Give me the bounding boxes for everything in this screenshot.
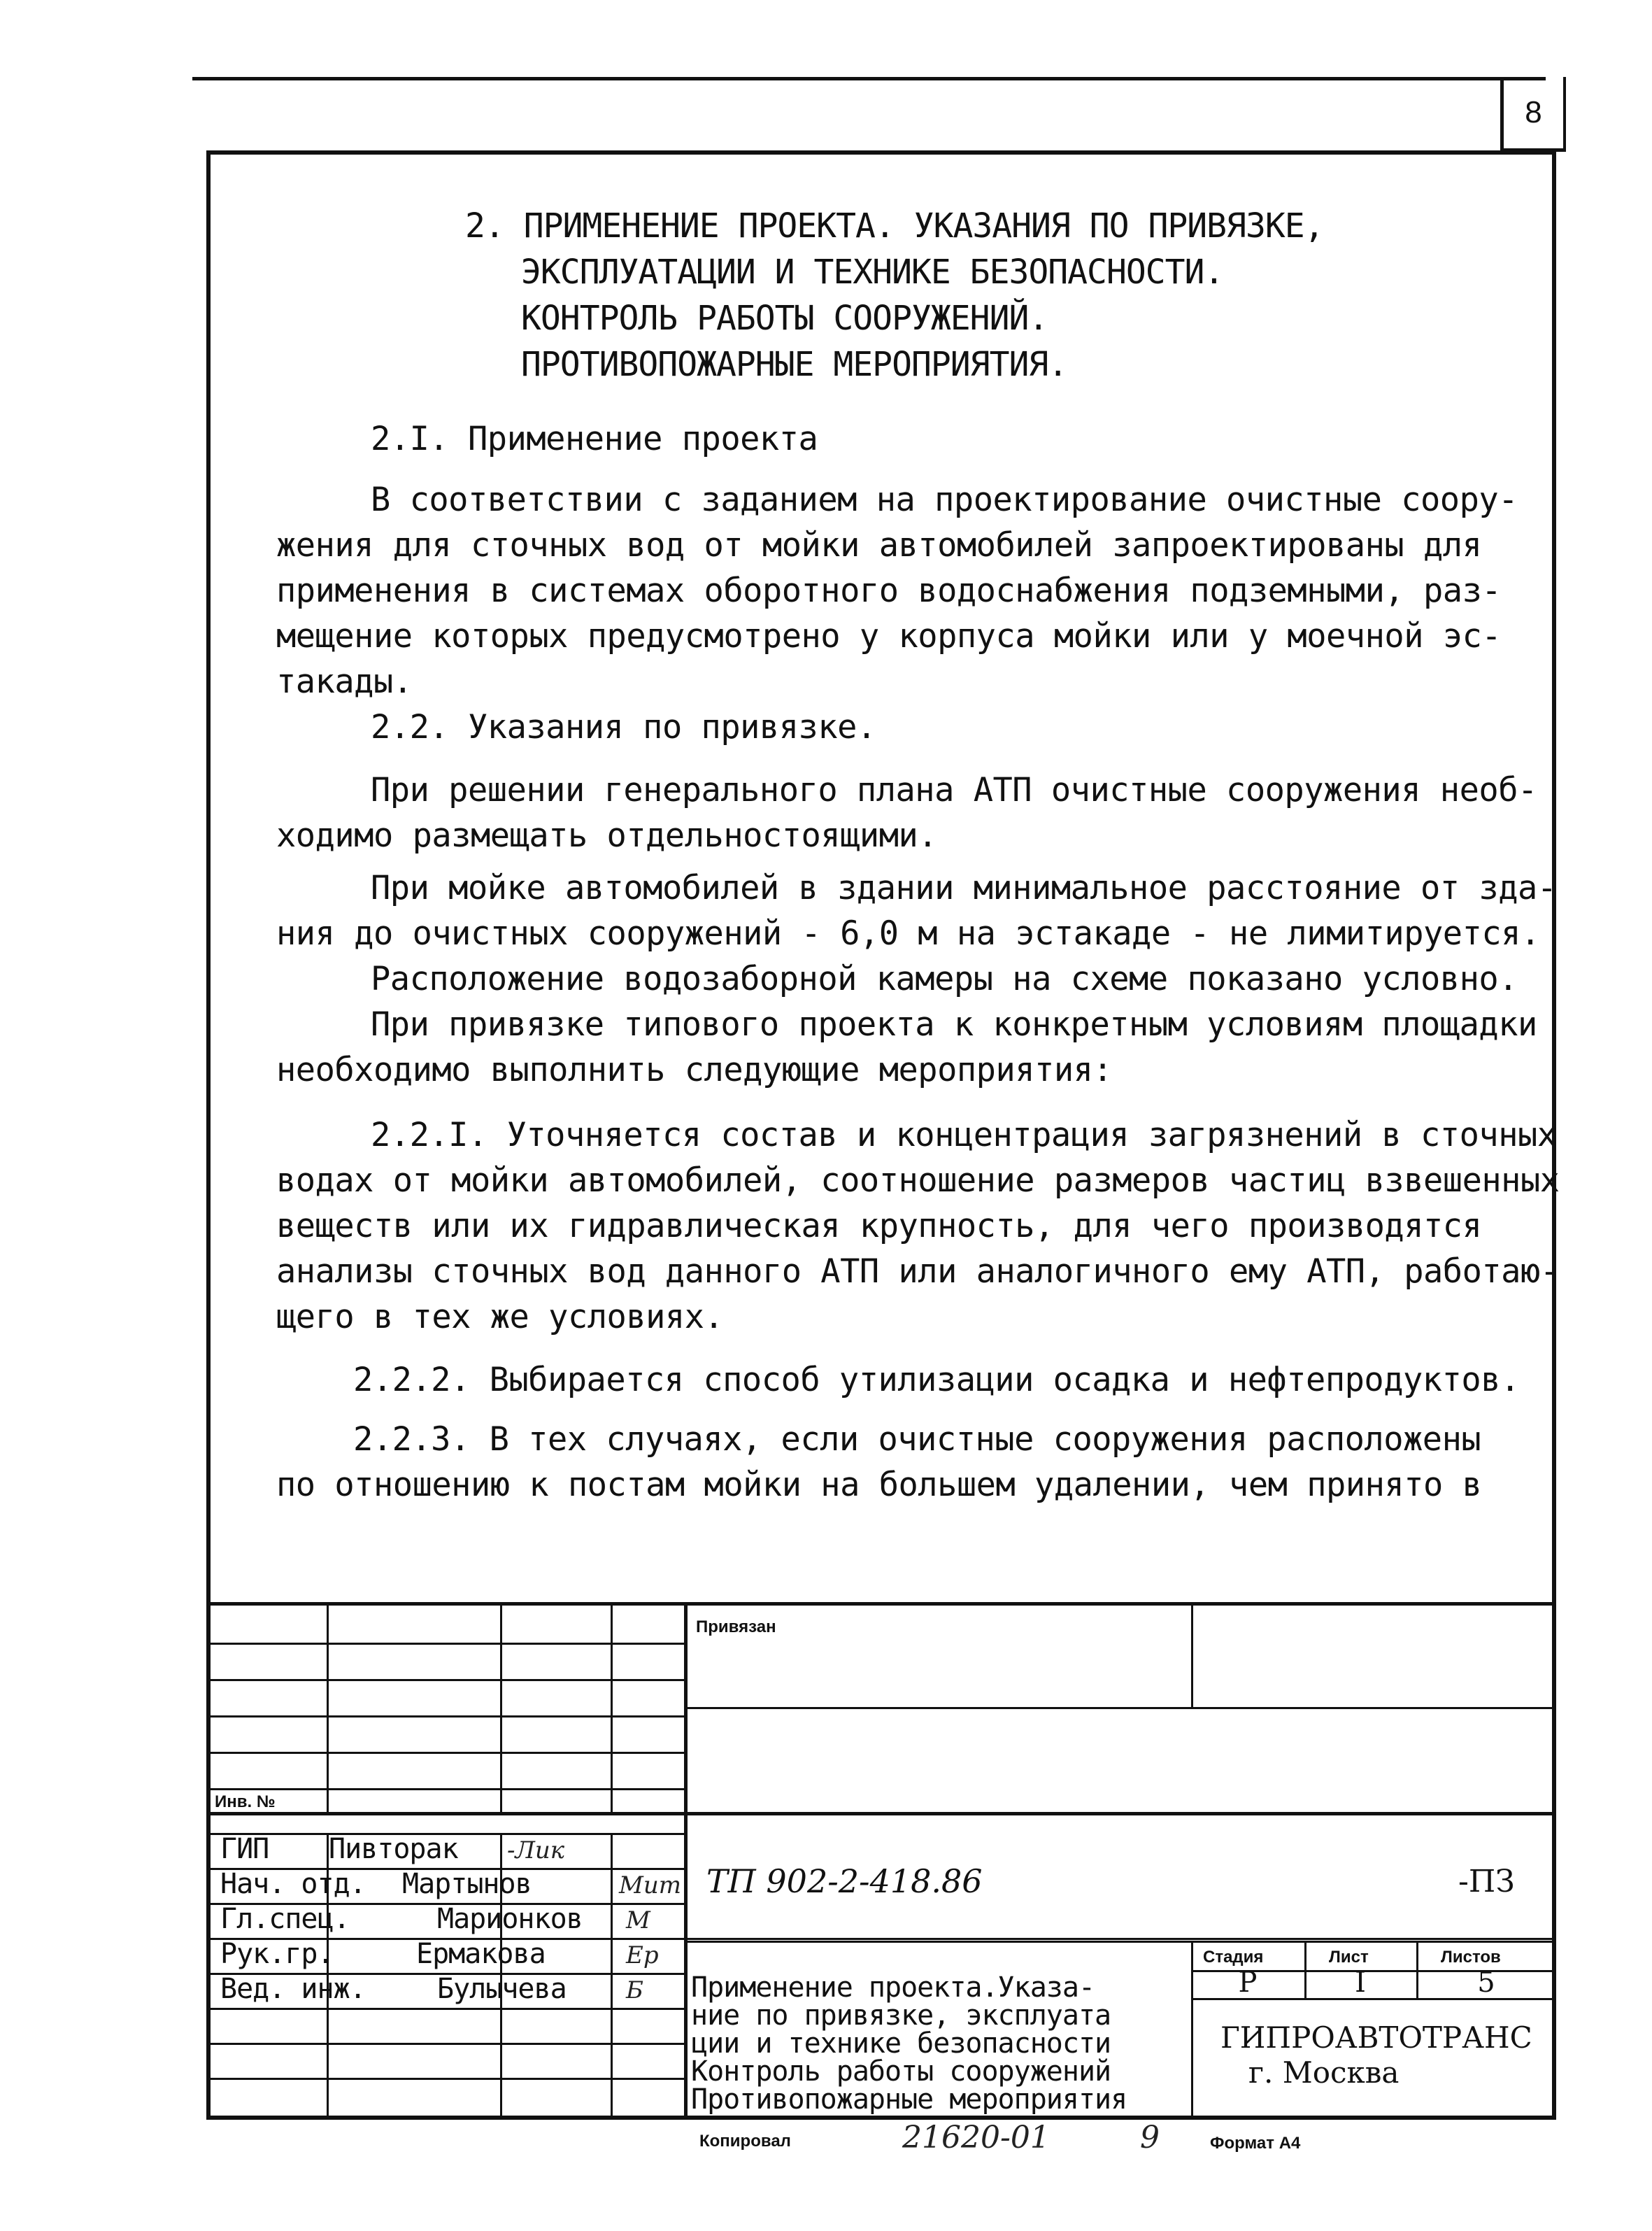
copy-sheet: 9 <box>1140 2120 1160 2155</box>
format-label: Формат А4 <box>1210 2134 1301 2153</box>
staff-name: Марионков <box>437 1903 583 1935</box>
stamp-line <box>684 1941 1556 1943</box>
heading-line: ЭКСПЛУАТАЦИИ И ТЕХНИКЕ БЕЗОПАСНОСТИ. <box>521 253 1224 292</box>
subsection-title: 2.2. Указания по привязке. <box>371 708 876 746</box>
paragraph-line: 2.2.2. Выбирается способ утилизации осадка и нефтепродуктов. <box>353 1361 1520 1399</box>
staff-signature: Мит <box>619 1871 681 1899</box>
sheets-label: Листов <box>1441 1948 1501 1967</box>
organization-name: ГИПРОАВТОТРАНС <box>1220 2020 1532 2055</box>
description-line: Контроль работы сооружений <box>691 2055 1111 2088</box>
stamp-line <box>206 1602 1556 1606</box>
paragraph-line: мещение которых предусмотрено у корпуса мойки или у моечной эс- <box>276 617 1502 656</box>
organization-city: г. Москва <box>1248 2055 1400 2090</box>
stage-value: Р <box>1238 1967 1258 1999</box>
paragraph-line: При мойке автомобилей в здании минимальное расстояние от зда- <box>371 869 1557 907</box>
staff-signature: М <box>626 1906 650 1934</box>
top-rule <box>192 77 1546 80</box>
document-code: ТП 902-2-418.86 <box>706 1862 983 1900</box>
paragraph-line: веществ или их гидравлическая крупность, для чего производятся <box>276 1207 1482 1245</box>
heading-line: КОНТРОЛЬ РАБОТЫ СООРУЖЕНИЙ. <box>521 299 1048 338</box>
privyazan-label: Привязан <box>696 1617 776 1636</box>
stamp-line <box>1191 1602 1193 1707</box>
staff-role: Гл.спец. <box>220 1903 350 1935</box>
description-line: ции и технике безопасности <box>691 2027 1111 2060</box>
copy-number: 21620-01 <box>902 2120 1050 2155</box>
sheet-label: Лист <box>1329 1948 1369 1967</box>
stamp-line <box>611 1833 613 2120</box>
paragraph-line: Расположение водозаборной камеры на схеме показано условно. <box>371 960 1518 998</box>
description-line: Применение проекта.Указа- <box>691 1971 1095 2004</box>
inventory-label: Инв. № <box>215 1792 276 1811</box>
document-suffix: -ПЗ <box>1458 1864 1515 1899</box>
stamp-line <box>327 1602 329 1812</box>
staff-role: Нач. отд. <box>220 1868 366 1900</box>
staff-role: ГИП <box>220 1833 269 1865</box>
paragraph-line: 2.2.I. Уточняется состав и концентрация загрязнений в сточных <box>371 1116 1557 1154</box>
paragraph-line: по отношению к постам мойки на большем удалении, чем принято в <box>276 1466 1482 1504</box>
page-number: 8 <box>1500 77 1566 152</box>
staff-signature: Б <box>626 1976 643 2004</box>
paragraph-line: В соответствии с заданием на проектирование очистные соору- <box>371 481 1518 519</box>
stamp-line <box>206 1812 1556 1815</box>
subsection-title: 2.I. Применение проекта <box>371 420 818 458</box>
paragraph-line: анализы сточных вод данного АТП или аналогичного ему АТП, работаю- <box>276 1252 1560 1291</box>
paragraph-line: ходимо размещать отдельностоящими. <box>276 816 938 855</box>
paragraph-line: При привязке типового проекта к конкретным условиям площадки <box>371 1005 1537 1044</box>
paragraph-line: ния до очистных сооружений - 6,0 м на эстакаде - не лимитируется. <box>276 914 1540 953</box>
title-block <box>206 1602 1556 2120</box>
description-line: Противопожарные мероприятия <box>691 2083 1127 2114</box>
description-line: ние по привязке, эксплуата <box>691 1999 1111 2032</box>
staff-name: Пивторак <box>329 1833 458 1865</box>
stamp-line <box>500 1602 502 1812</box>
paragraph-line: жения для сточных вод от мойки автомобилей запроектированы для <box>276 526 1482 565</box>
paragraph-line: применения в системах оборотного водоснабжения подземными, раз- <box>276 572 1502 610</box>
staff-name: Мартынов <box>402 1868 532 1900</box>
stage-label: Стадия <box>1203 1948 1264 1967</box>
stamp-line <box>684 1707 1556 1709</box>
paragraph-line: водах от мойки автомобилей, соотношение размеров частиц взвешенных <box>276 1161 1560 1200</box>
heading-line: ПРОТИВОПОЖАРНЫЕ МЕРОПРИЯТИЯ. <box>521 345 1068 384</box>
staff-name: Ермакова <box>416 1938 546 1970</box>
stamp-line <box>611 1602 613 1812</box>
section-heading <box>465 203 1324 388</box>
paragraph-line: При решении генерального плана АТП очистные сооружения необ- <box>371 771 1537 809</box>
paragraph-line: 2.2.3. В тех случаях, если очистные сооружения расположены <box>353 1420 1481 1459</box>
sheet-value: I <box>1355 1967 1366 1999</box>
paragraph-line: необходимо выполнить следующие мероприятия: <box>276 1051 1113 1089</box>
stamp-line <box>684 1602 688 2120</box>
sheets-value: 5 <box>1477 1967 1495 1999</box>
stamp-line <box>206 1938 1556 1940</box>
staff-signature: -Лик <box>507 1836 565 1864</box>
staff-role: Рук.гр. <box>220 1938 334 1970</box>
heading-line: 2. ПРИМЕНЕНИЕ ПРОЕКТА. УКАЗАНИЯ ПО ПРИВЯЗКЕ, <box>465 206 1324 246</box>
staff-role: Вед. инж. <box>220 1973 366 2005</box>
copied-label: Копировал <box>699 2132 791 2151</box>
staff-name: Булычева <box>437 1973 567 2005</box>
paragraph-line: такады. <box>276 663 413 701</box>
paragraph-line: щего в тех же условиях. <box>276 1298 724 1336</box>
staff-signature: Ер <box>626 1941 659 1969</box>
